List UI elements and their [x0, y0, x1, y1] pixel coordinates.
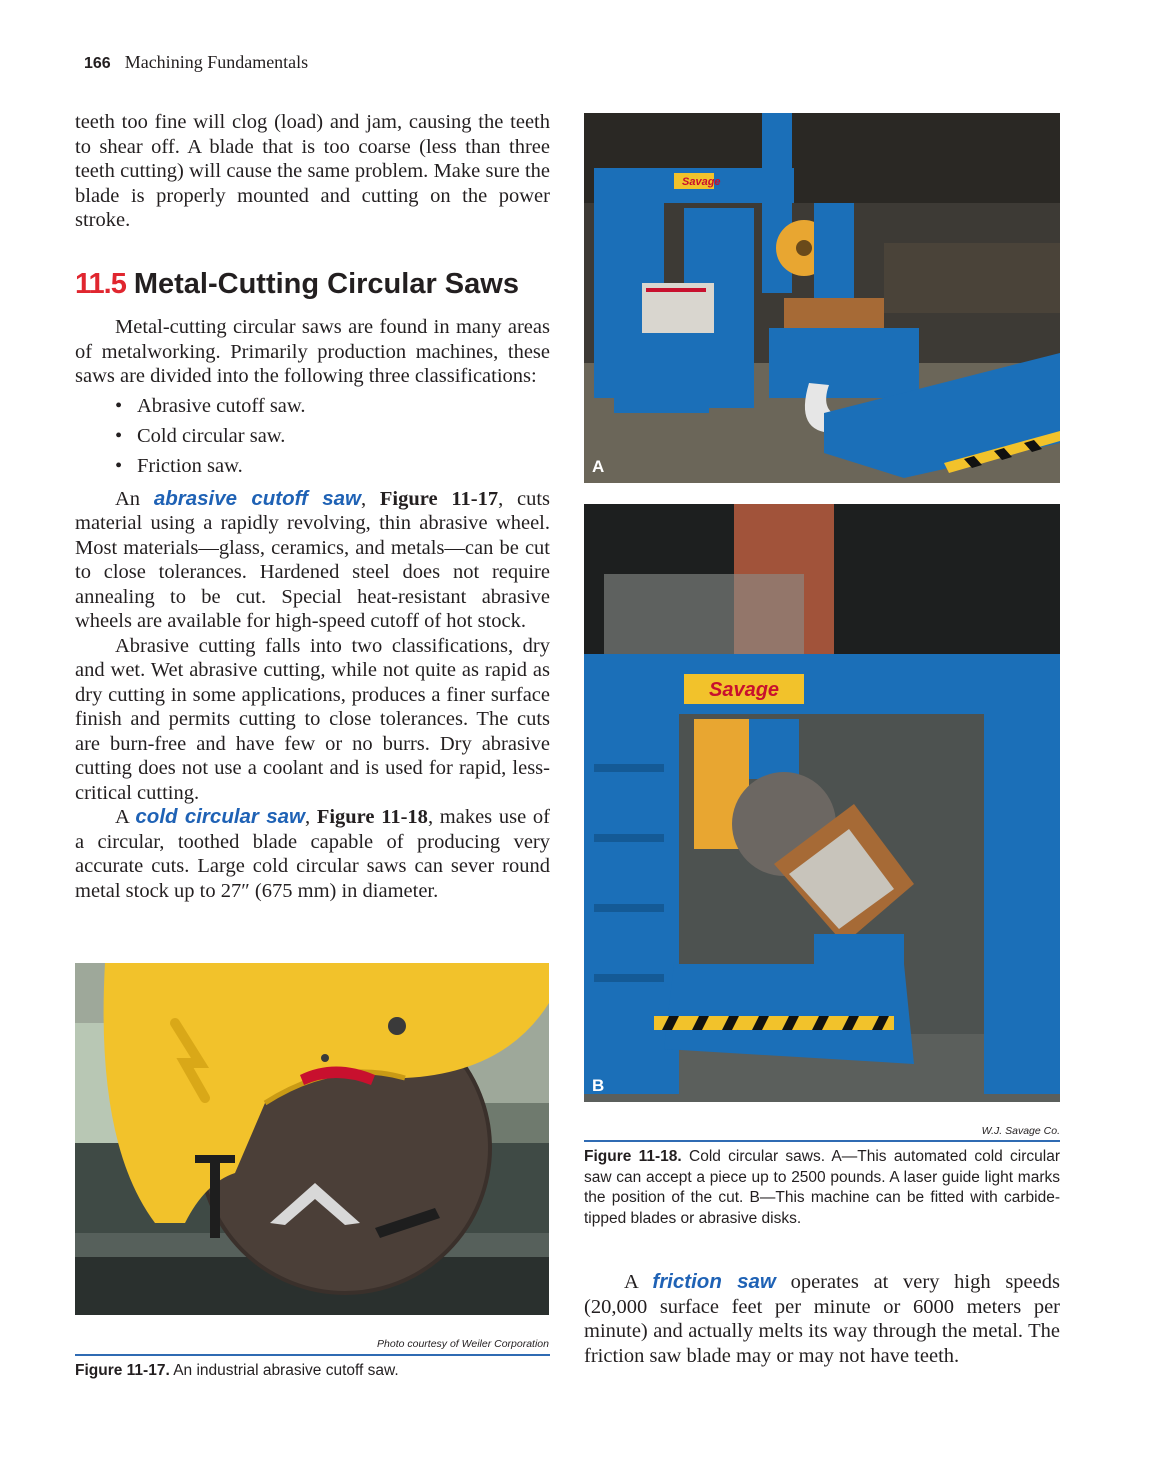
list-item: • Friction saw. — [115, 454, 243, 477]
intro-block — [75, 110, 550, 233]
figure-11-18b-photo — [584, 504, 1060, 1102]
page-number: 166 — [84, 55, 111, 72]
list-item: • Cold circular saw. — [115, 424, 286, 447]
abrasive-cutoff-saw-image — [75, 963, 549, 1315]
keyword-abrasive-cutoff-saw[interactable]: abrasive cutoff saw — [153, 486, 362, 510]
book-title: Machining Fundamentals — [124, 52, 309, 72]
photo-label-b: B — [592, 1076, 605, 1095]
savage-logo-a: Savage — [682, 176, 721, 188]
friction-block — [584, 1270, 1060, 1368]
figure-11-17-rule — [75, 1354, 550, 1356]
section-number: 11.5 — [75, 268, 126, 300]
classification-list — [75, 391, 550, 481]
running-header — [84, 52, 308, 73]
figure-11-17-credit: Photo courtesy of Weiler Corporation — [377, 1338, 549, 1350]
figure-11-18-caption: Figure 11-18. Cold circular saws. A—This automated cold circular saw can accept a piece up to 2500 pounds. A laser guide light marks the position of the cut. B—This machine can be fitted with carbide-tipped blades or abrasive disks. — [584, 1148, 1060, 1227]
figure-11-17-photo — [75, 963, 549, 1315]
section-heading — [75, 268, 519, 301]
figure-11-18-credit: W.J. Savage Co. — [981, 1125, 1060, 1137]
list-item: • Abrasive cutoff saw. — [115, 394, 306, 417]
section-intro-paragraph: Metal-cutting circular saws are found in many areas of metalworking. Primarily production machines, these saws are divided into the following three classifications: — [75, 316, 550, 387]
figure-11-17-caption: Figure 11-17. An industrial abrasive cutoff saw. — [75, 1362, 399, 1379]
figure-ref-11-18[interactable]: Figure 11-18 — [316, 806, 428, 828]
automated-cold-saw-image — [584, 113, 1060, 483]
keyword-friction-saw[interactable]: friction saw — [652, 1270, 776, 1293]
friction-saw-paragraph: A friction saw operates at very high speeds (20,000 surface feet per minute or 6000 meters per minute) and actually melts its way through the metal. The friction saw blade may or may not have teeth. — [584, 1270, 1060, 1367]
intro-paragraph: teeth too fine will clog (load) and jam, causing the teeth to shear off. A blade that is too coarse (less than three teeth cutting) will cause the same problem. Make sure the blade is properly mounted and cutting on the power stroke. — [75, 111, 550, 231]
cold-saw-paragraph: A cold circular saw, Figure 11-18, makes use of a circular, toothed blade capable of producing very accurate cuts. Large cold circular saws can sever round metal stock up to 27″ (675 mm) in diameter. — [75, 805, 550, 902]
section-title: Metal-Cutting Circular Saws — [133, 268, 519, 300]
wet-dry-paragraph: Abrasive cutting falls into two classifications, dry and wet. Wet abrasive cutting, while not quite as rapid as dry cutting in some applications, produces a finer surface finish and permits cutting to close tolerances. The cuts are burn-free and have few or no burrs. Dry abrasive cutting does not use a coolant and is used for rapid, less-critical cutting. — [75, 634, 550, 804]
figure-11-18-rule — [584, 1140, 1060, 1142]
keyword-cold-circular-saw[interactable]: cold circular saw — [135, 805, 305, 828]
figure-11-18a-photo — [584, 113, 1060, 483]
section-body — [75, 315, 550, 903]
cold-saw-gantry-image — [584, 504, 1060, 1102]
figure-ref-11-17[interactable]: Figure 11-17 — [379, 487, 499, 510]
abrasive-paragraph: An abrasive cutoff saw, Figure 11-17, cuts material using a rapidly revolving, thin abrasive wheel. Most materials—glass, ceramics, and metals—can be cut to close tolerances. Hardened steel does not require annealing to be cut. Special heat-resistant abrasive wheels are available for high-speed cutoff of hot stock. — [75, 486, 550, 632]
photo-label-a: A — [592, 457, 605, 476]
savage-logo-b: Savage — [709, 679, 780, 701]
